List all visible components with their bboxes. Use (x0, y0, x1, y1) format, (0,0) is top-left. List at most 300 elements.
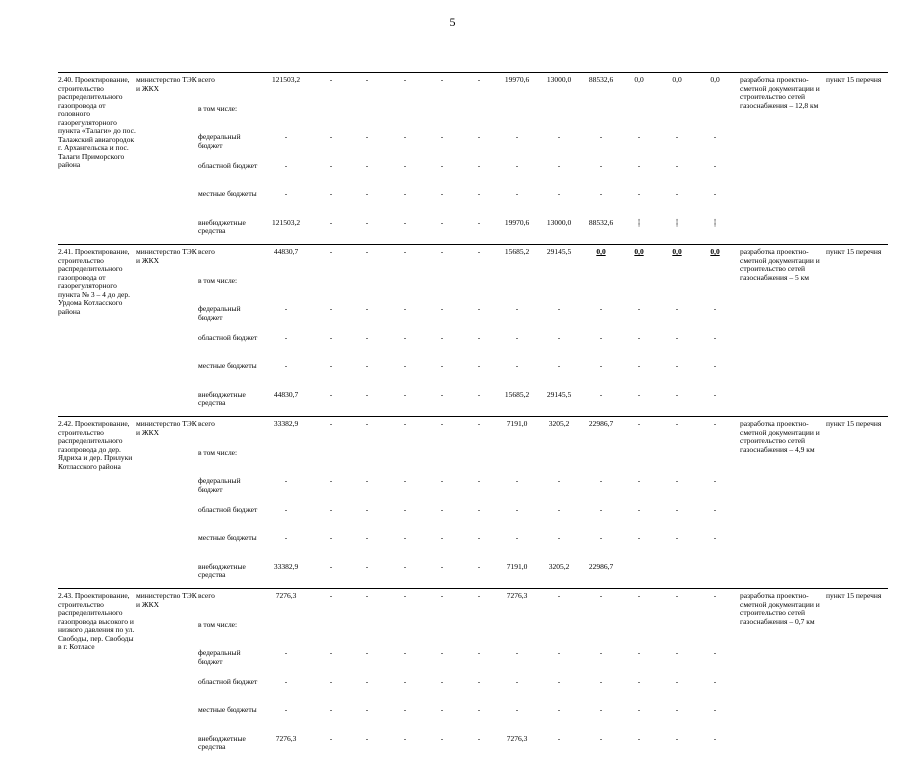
funding-year-value: - (314, 331, 348, 360)
funding-year-value: - (620, 359, 658, 388)
funding-year-value: - (386, 130, 424, 159)
funding-year-value: - (536, 531, 582, 560)
funding-year-value: - (314, 560, 348, 589)
funding-year-value: - (696, 732, 734, 760)
funding-year-value: 15685,2 (498, 388, 536, 417)
funding-year-value: - (696, 130, 734, 159)
funding-year-value: - (460, 388, 498, 417)
funding-total: 44830,7 (258, 388, 314, 417)
funding-year-value: - (386, 589, 424, 618)
funding-year-value: - (314, 503, 348, 532)
funding-year-value: - (536, 474, 582, 503)
funding-year-value (386, 618, 424, 647)
funding-source-label: внебюджетные средства (198, 388, 258, 417)
funding-year-value: - (536, 302, 582, 331)
funding-year-value: - (348, 331, 386, 360)
funding-year-value: - (460, 359, 498, 388)
list-reference: пункт 15 перечня (822, 417, 888, 589)
funding-year-value (460, 446, 498, 475)
funding-year-value: 22986,7 (582, 560, 620, 589)
funding-year-value: - (460, 732, 498, 760)
project-block (58, 417, 888, 589)
funding-year-value: - (536, 675, 582, 704)
funding-year-value: - (620, 159, 658, 188)
funding-year-value: - (424, 216, 460, 245)
funding-year-value: - (424, 560, 460, 589)
funding-year-value: - (582, 503, 620, 532)
funding-source-label: местные бюджеты (198, 703, 258, 732)
funding-year-value (348, 274, 386, 303)
funding-year-value: - (424, 732, 460, 760)
funding-year-value (424, 102, 460, 131)
funding-source-label: федеральный бюджет (198, 646, 258, 675)
funding-total: - (258, 503, 314, 532)
program-activities-table (58, 72, 888, 760)
funding-year-value: 7191,0 (498, 560, 536, 589)
funding-year-value: - (424, 187, 460, 216)
funding-year-value: - (460, 187, 498, 216)
funding-year-value: - (696, 474, 734, 503)
funding-year-value: 7276,3 (498, 589, 536, 618)
funding-year-value: - (620, 531, 658, 560)
funding-year-value: - (386, 302, 424, 331)
project-block (58, 245, 888, 417)
funding-year-value: - (314, 302, 348, 331)
funding-year-value: - (658, 159, 696, 188)
funding-year-value: - (582, 589, 620, 618)
funding-year-value: 15685,2 (498, 245, 536, 274)
funding-year-value (424, 274, 460, 303)
funding-year-value: - (386, 216, 424, 245)
funding-year-value (424, 446, 460, 475)
funding-year-value: - (582, 675, 620, 704)
funding-year-value: - (620, 302, 658, 331)
funding-year-value: - (696, 646, 734, 675)
expected-result: разработка проектно-сметной документации и строительство сетей газоснабжения – 4,9 км (734, 417, 822, 589)
funding-year-value: - (582, 159, 620, 188)
funding-source-label: в том числе: (198, 102, 258, 131)
funding-year-value (620, 102, 658, 131)
funding-year-value (620, 618, 658, 647)
funding-year-value: - (424, 503, 460, 532)
funding-year-value: 0,0 (658, 73, 696, 102)
funding-year-value: - (460, 503, 498, 532)
funding-year-value (620, 560, 658, 589)
funding-year-value: - (348, 73, 386, 102)
funding-year-value: - (314, 73, 348, 102)
funding-year-value: - (620, 703, 658, 732)
funding-year-value: - (348, 130, 386, 159)
funding-year-value: - (696, 589, 734, 618)
funding-year-value: - (348, 359, 386, 388)
funding-total: - (258, 130, 314, 159)
funding-year-value: - (696, 302, 734, 331)
funding-year-value: - (386, 560, 424, 589)
funding-year-value: - (536, 703, 582, 732)
activity-name: 2.43. Проектирование, строительство распределительного газопровода высокого и низкого давления по ул. Свободы, пер. Свободы в г. Котласе (58, 589, 136, 760)
funding-source-label: внебюджетные средства (198, 560, 258, 589)
funding-year-value: - (536, 503, 582, 532)
funding-year-value: - (498, 646, 536, 675)
funding-year-value: - (498, 531, 536, 560)
funding-row (58, 73, 888, 102)
activity-name: 2.42. Проектирование, строительство распределительного газопровода до дер. Ядриха и дер. Прилуки Котласского района (58, 417, 136, 589)
funding-year-value: ⸽ (658, 216, 696, 245)
funding-year-value: - (582, 474, 620, 503)
funding-year-value: - (424, 589, 460, 618)
funding-year-value: - (460, 417, 498, 446)
funding-source-label: всего (198, 589, 258, 618)
funding-year-value: - (386, 417, 424, 446)
funding-year-value: - (498, 130, 536, 159)
funding-total: - (258, 187, 314, 216)
funding-year-value (314, 618, 348, 647)
project-block (58, 589, 888, 760)
funding-total: 121503,2 (258, 73, 314, 102)
funding-year-value: - (348, 503, 386, 532)
funding-year-value: - (696, 703, 734, 732)
funding-year-value: 13000,0 (536, 216, 582, 245)
funding-year-value: - (386, 531, 424, 560)
funding-year-value: - (424, 703, 460, 732)
funding-year-value: - (658, 531, 696, 560)
funding-year-value (460, 618, 498, 647)
funding-year-value: - (498, 703, 536, 732)
responsible-executor: министерство ТЭК и ЖКХ (136, 417, 198, 589)
funding-year-value: 0,0 (620, 245, 658, 274)
funding-year-value: - (424, 331, 460, 360)
funding-year-value (582, 618, 620, 647)
funding-year-value: - (582, 130, 620, 159)
funding-year-value: - (460, 675, 498, 704)
funding-year-value: - (424, 531, 460, 560)
funding-year-value (582, 446, 620, 475)
funding-year-value: - (582, 646, 620, 675)
funding-year-value: - (314, 130, 348, 159)
funding-total: - (258, 359, 314, 388)
funding-total: - (258, 646, 314, 675)
funding-year-value (348, 446, 386, 475)
funding-year-value: - (582, 331, 620, 360)
funding-year-value: - (348, 703, 386, 732)
funding-year-value: - (498, 302, 536, 331)
expected-result: разработка проектно-сметной документации и строительство сетей газоснабжения – 0,7 км (734, 589, 822, 760)
funding-year-value: - (424, 474, 460, 503)
funding-year-value: 0,0 (696, 245, 734, 274)
funding-year-value: - (348, 159, 386, 188)
funding-year-value: - (620, 732, 658, 760)
funding-year-value (386, 102, 424, 131)
funding-year-value: - (348, 675, 386, 704)
funding-year-value: - (348, 646, 386, 675)
funding-year-value (620, 446, 658, 475)
funding-source-label: в том числе: (198, 446, 258, 475)
funding-total (258, 446, 314, 475)
funding-year-value (314, 102, 348, 131)
funding-source-label: местные бюджеты (198, 187, 258, 216)
funding-year-value: - (314, 245, 348, 274)
funding-year-value: 19970,6 (498, 73, 536, 102)
funding-year-value: - (314, 474, 348, 503)
funding-source-label: всего (198, 417, 258, 446)
funding-year-value: - (424, 130, 460, 159)
responsible-executor: министерство ТЭК и ЖКХ (136, 589, 198, 760)
funding-year-value: - (314, 359, 348, 388)
funding-year-value: - (460, 331, 498, 360)
funding-row (58, 589, 888, 618)
funding-total: 33382,9 (258, 417, 314, 446)
funding-year-value: - (314, 388, 348, 417)
funding-year-value (498, 618, 536, 647)
funding-total: 121503,2 (258, 216, 314, 245)
funding-year-value: - (658, 331, 696, 360)
funding-year-value (658, 446, 696, 475)
funding-year-value: - (314, 646, 348, 675)
funding-year-value: - (658, 675, 696, 704)
funding-year-value (658, 618, 696, 647)
funding-year-value: - (348, 245, 386, 274)
funding-year-value (658, 560, 696, 589)
funding-total: - (258, 675, 314, 704)
funding-year-value: - (460, 302, 498, 331)
funding-year-value (536, 274, 582, 303)
funding-year-value: - (658, 732, 696, 760)
funding-year-value: - (460, 245, 498, 274)
project-block (58, 73, 888, 245)
funding-year-value: - (424, 302, 460, 331)
funding-year-value: - (460, 216, 498, 245)
funding-year-value: - (658, 388, 696, 417)
funding-year-value: - (620, 388, 658, 417)
funding-year-value: - (386, 359, 424, 388)
funding-year-value: - (424, 73, 460, 102)
funding-year-value: - (424, 646, 460, 675)
funding-total: 7276,3 (258, 589, 314, 618)
responsible-executor: министерство ТЭК и ЖКХ (136, 245, 198, 417)
funding-year-value: - (386, 388, 424, 417)
funding-year-value (498, 102, 536, 131)
funding-total: 44830,7 (258, 245, 314, 274)
funding-year-value: 0,0 (696, 73, 734, 102)
funding-year-value: - (460, 589, 498, 618)
funding-source-label: федеральный бюджет (198, 474, 258, 503)
funding-year-value: - (314, 159, 348, 188)
funding-source-label: в том числе: (198, 274, 258, 303)
funding-year-value: - (386, 187, 424, 216)
funding-year-value: - (386, 503, 424, 532)
funding-year-value: - (424, 245, 460, 274)
funding-year-value: 29145,5 (536, 388, 582, 417)
funding-year-value (696, 274, 734, 303)
funding-year-value: - (620, 646, 658, 675)
funding-year-value (386, 274, 424, 303)
funding-year-value: - (658, 187, 696, 216)
funding-year-value: - (536, 646, 582, 675)
funding-year-value: - (620, 417, 658, 446)
funding-year-value (536, 446, 582, 475)
funding-year-value: - (460, 560, 498, 589)
funding-year-value: 3205,2 (536, 560, 582, 589)
funding-year-value: - (348, 216, 386, 245)
funding-year-value (696, 446, 734, 475)
funding-year-value: - (536, 732, 582, 760)
funding-year-value: - (386, 245, 424, 274)
funding-year-value: - (620, 589, 658, 618)
funding-year-value: - (460, 703, 498, 732)
funding-year-value: - (348, 589, 386, 618)
funding-year-value: - (460, 130, 498, 159)
funding-year-value: - (498, 331, 536, 360)
funding-source-label: областной бюджет (198, 331, 258, 360)
funding-year-value: - (460, 159, 498, 188)
expected-result: разработка проектно-сметной документации и строительство сетей газоснабжения – 5 км (734, 245, 822, 417)
funding-year-value: - (348, 417, 386, 446)
funding-year-value: 88532,6 (582, 216, 620, 245)
funding-year-value: - (460, 531, 498, 560)
funding-year-value: - (424, 675, 460, 704)
funding-year-value: - (658, 417, 696, 446)
funding-year-value: 13000,0 (536, 73, 582, 102)
funding-year-value: 88532,6 (582, 73, 620, 102)
funding-source-label: областной бюджет (198, 675, 258, 704)
funding-source-label: областной бюджет (198, 159, 258, 188)
funding-year-value: - (696, 531, 734, 560)
funding-year-value: - (696, 359, 734, 388)
funding-year-value: - (498, 159, 536, 188)
funding-year-value: - (314, 531, 348, 560)
funding-row (58, 245, 888, 274)
funding-year-value: - (424, 417, 460, 446)
funding-year-value: - (658, 302, 696, 331)
funding-year-value: - (386, 703, 424, 732)
funding-year-value: - (696, 417, 734, 446)
funding-year-value: - (460, 73, 498, 102)
funding-year-value: - (658, 646, 696, 675)
funding-year-value: - (498, 675, 536, 704)
funding-year-value: ⸽ (696, 216, 734, 245)
funding-year-value: - (314, 732, 348, 760)
funding-year-value: - (498, 359, 536, 388)
funding-total: - (258, 703, 314, 732)
funding-year-value: - (498, 187, 536, 216)
funding-year-value: - (498, 503, 536, 532)
funding-year-value: - (696, 675, 734, 704)
funding-year-value: - (348, 388, 386, 417)
funding-total (258, 102, 314, 131)
funding-year-value: 22986,7 (582, 417, 620, 446)
funding-year-value (536, 102, 582, 131)
funding-year-value (498, 446, 536, 475)
funding-year-value: - (460, 474, 498, 503)
funding-year-value (498, 274, 536, 303)
funding-year-value (696, 618, 734, 647)
funding-year-value: 7191,0 (498, 417, 536, 446)
funding-year-value: - (620, 187, 658, 216)
page-number: 5 (0, 15, 905, 30)
funding-year-value (582, 274, 620, 303)
funding-year-value: - (696, 331, 734, 360)
funding-year-value (348, 618, 386, 647)
funding-total: 7276,3 (258, 732, 314, 760)
funding-year-value: - (536, 159, 582, 188)
funding-year-value: - (348, 187, 386, 216)
funding-year-value (696, 102, 734, 131)
funding-year-value (536, 618, 582, 647)
funding-row (58, 417, 888, 446)
funding-total (258, 618, 314, 647)
funding-year-value (582, 102, 620, 131)
funding-total (258, 274, 314, 303)
activity-name: 2.41. Проектирование, строительство распределительного газопровода от газорегуляторного пункта № 3 – 4 до дер. Урдома Котласского района (58, 245, 136, 417)
funding-total: - (258, 531, 314, 560)
funding-year-value: - (696, 187, 734, 216)
funding-year-value: - (386, 474, 424, 503)
funding-source-label: местные бюджеты (198, 531, 258, 560)
funding-year-value: - (424, 359, 460, 388)
funding-year-value: - (536, 187, 582, 216)
funding-year-value: - (536, 359, 582, 388)
funding-year-value: - (696, 159, 734, 188)
funding-year-value: - (348, 560, 386, 589)
funding-year-value (460, 274, 498, 303)
funding-year-value (696, 560, 734, 589)
funding-year-value: 0,0 (582, 245, 620, 274)
funding-year-value (460, 102, 498, 131)
funding-year-value: - (620, 503, 658, 532)
list-reference: пункт 15 перечня (822, 73, 888, 245)
funding-source-label: местные бюджеты (198, 359, 258, 388)
funding-year-value: - (582, 187, 620, 216)
funding-year-value: - (582, 388, 620, 417)
funding-year-value: - (658, 474, 696, 503)
funding-year-value (424, 618, 460, 647)
program-table-sheet (58, 72, 888, 760)
funding-year-value: - (314, 187, 348, 216)
funding-year-value: - (620, 675, 658, 704)
funding-year-value: - (386, 331, 424, 360)
funding-year-value: - (386, 159, 424, 188)
funding-year-value: 7276,3 (498, 732, 536, 760)
list-reference: пункт 15 перечня (822, 589, 888, 760)
funding-source-label: в том числе: (198, 618, 258, 647)
funding-year-value: - (386, 646, 424, 675)
funding-year-value (314, 446, 348, 475)
funding-year-value: - (314, 675, 348, 704)
funding-year-value (348, 102, 386, 131)
funding-year-value: ⸽ (620, 216, 658, 245)
activity-name: 2.40. Проектирование, строительство распределительного газопровода от головного газорегуляторного пункта «Талаги» до пос. Талажский авиагородок г. Архангельска и пос. Талаги Приморского района (58, 73, 136, 245)
funding-source-label: областной бюджет (198, 503, 258, 532)
funding-source-label: федеральный бюджет (198, 302, 258, 331)
funding-year-value: 29145,5 (536, 245, 582, 274)
funding-year-value: - (696, 503, 734, 532)
funding-source-label: внебюджетные средства (198, 732, 258, 760)
funding-year-value (658, 274, 696, 303)
funding-year-value: - (424, 388, 460, 417)
funding-source-label: всего (198, 245, 258, 274)
funding-year-value: - (582, 302, 620, 331)
funding-total: - (258, 474, 314, 503)
funding-year-value: - (658, 503, 696, 532)
funding-year-value (620, 274, 658, 303)
funding-source-label: внебюджетные средства (198, 216, 258, 245)
funding-year-value: - (314, 216, 348, 245)
funding-year-value: 0,0 (658, 245, 696, 274)
funding-year-value (658, 102, 696, 131)
funding-total: 33382,9 (258, 560, 314, 589)
funding-year-value: - (314, 417, 348, 446)
funding-total: - (258, 331, 314, 360)
